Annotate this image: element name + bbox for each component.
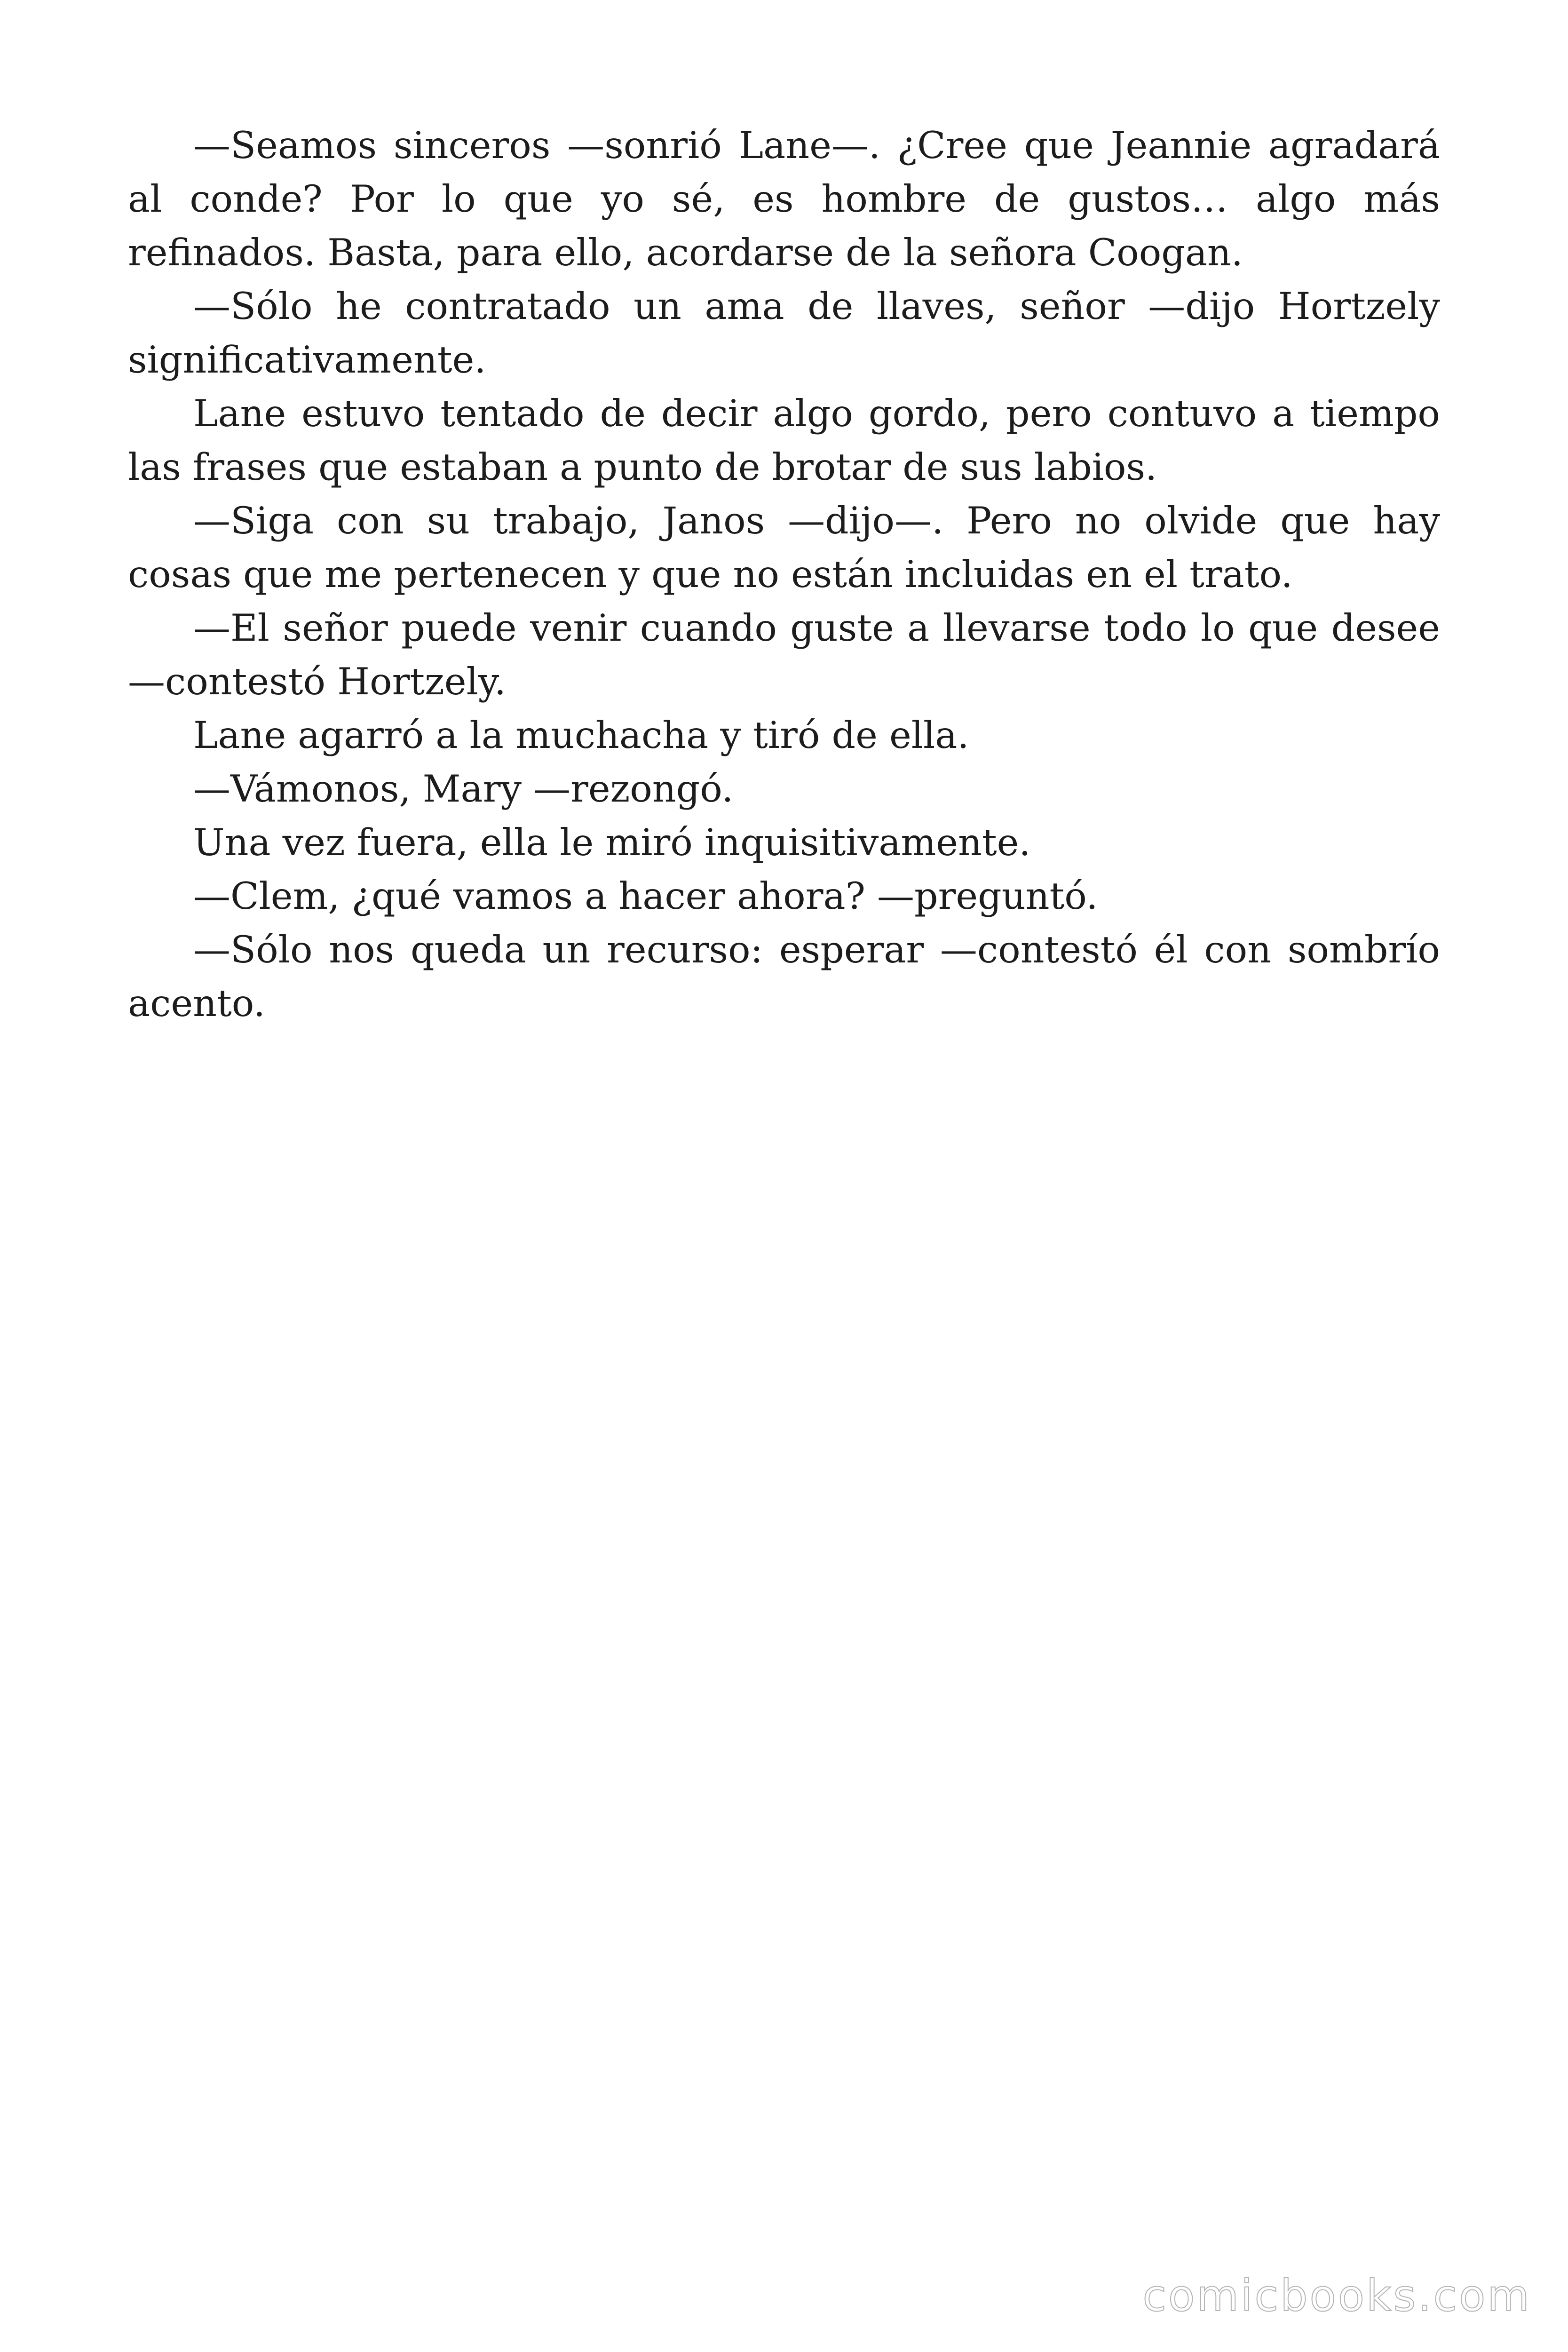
paragraph: —Seamos sinceros —sonrió Lane—. ¿Cree que Jeannie agradará al conde? Por lo que yo sé, es hombre de gustos… algo más refinados. Basta, para ello, acordarse de la señora Coogan. — [128, 124, 1440, 274]
paragraph: —Sólo he contratado un ama de llaves, señor —dijo Hortzely significativamente. — [128, 285, 1440, 381]
body-text — [128, 119, 1440, 1030]
paragraph: Una vez fuera, ella le miró inquisitivamente. — [193, 821, 1031, 864]
paragraph: —Clem, ¿qué vamos a hacer ahora? —preguntó. — [193, 874, 1098, 918]
paragraph: —El señor puede venir cuando guste a llevarse todo lo que desee —contestó Hortzely. — [128, 606, 1440, 703]
paragraph: —Siga con su trabajo, Janos —dijo—. Pero no olvide que hay cosas que me pertenecen y que no están incluidas en el trato. — [128, 499, 1440, 596]
paragraph: Lane estuvo tentado de decir algo gordo, pero contuvo a tiempo las frases que estaban a punto de brotar de sus labios. — [128, 392, 1440, 489]
paragraph: Lane agarró a la muchacha y tiró de ella. — [193, 714, 969, 757]
paragraph: —Sólo nos queda un recurso: esperar —contestó él con sombrío acento. — [128, 928, 1440, 1025]
paragraph: —Vámonos, Mary —rezongó. — [193, 767, 734, 810]
watermark: comicbooks.com — [1142, 2271, 1531, 2321]
